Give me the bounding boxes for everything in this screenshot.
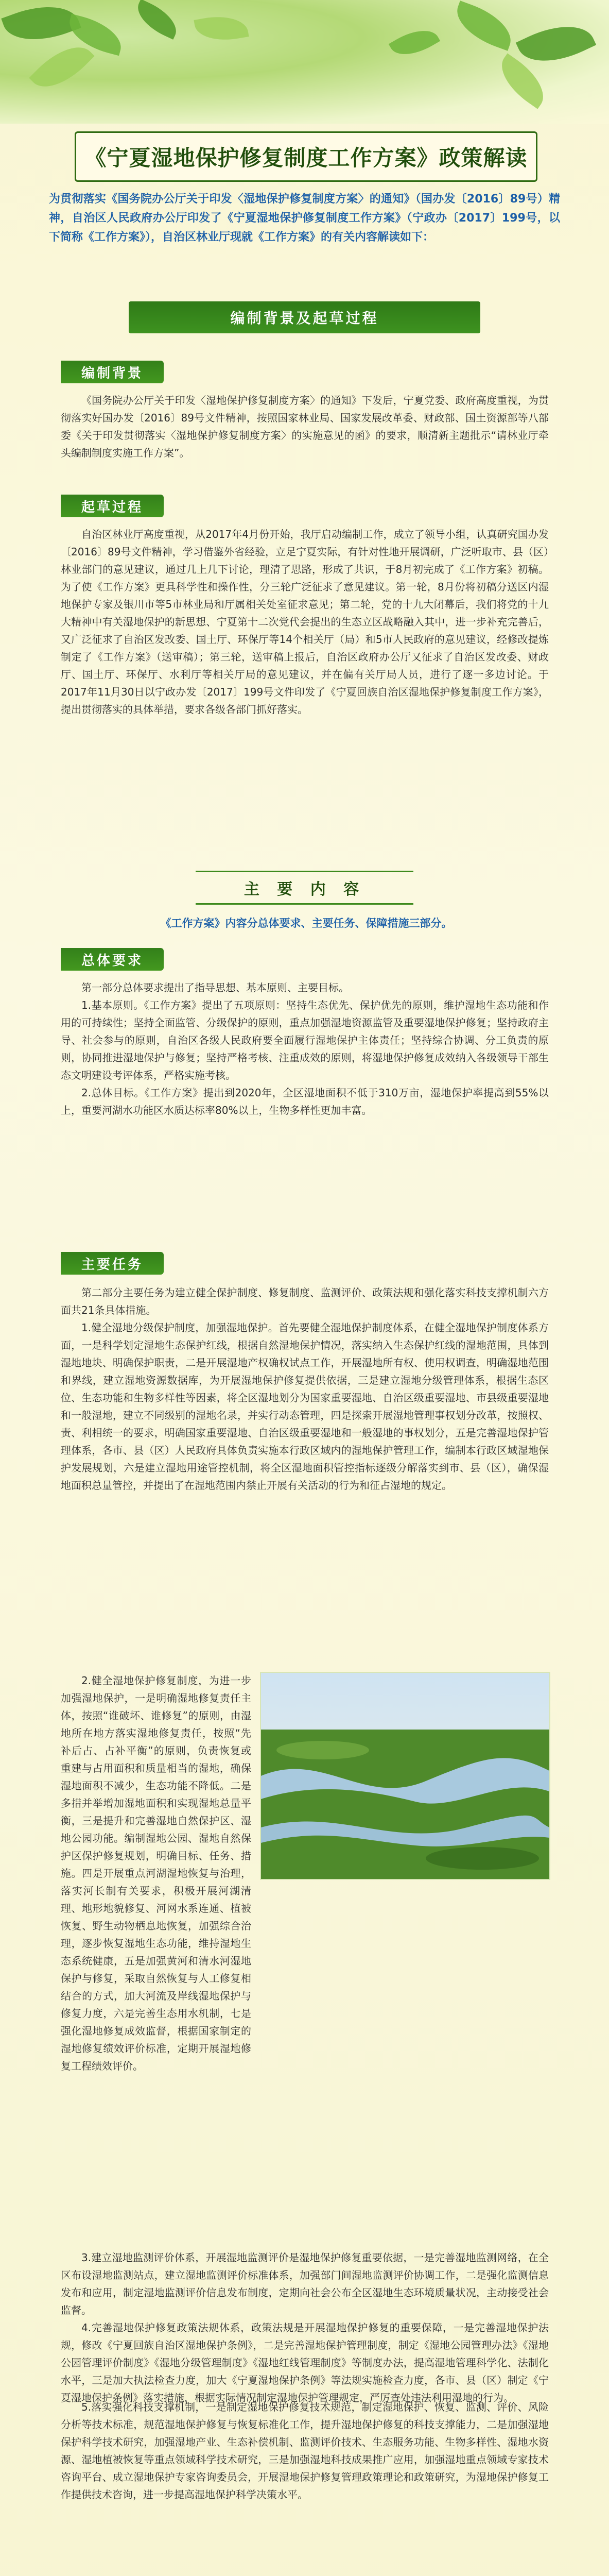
intro-text: 为贯彻落实《国务院办公厅关于印发〈湿地保护修复制度方案〉的通知》（国办发〔2016〕89号）精神，自治区人民政府办公厅印发了《宁夏湿地保护修复制度工作方案》（宁政办〔2017〕199号，以下简称《工作方案》），自治区林业厅现就《工作方案》的有关内容解读如下：: [49, 193, 560, 244]
wetland-photo-river: [260, 1672, 550, 1880]
section-tag-overall: 总体要求: [61, 948, 164, 971]
main-content-lead: 《工作方案》内容分总体要求、主要任务、保障措施三部分。: [160, 917, 453, 929]
drafting-paragraph: 自治区林业厅高度重视，从2017年4月份开始，我厅启动编制工作，成立了领导小组，认真研究国办发〔2016〕89号文件精神，学习借鉴外省经验，立足宁夏实际，有针对性地开展调研，广泛听取市、县（区）林业部门的意见建议，通过几上几下讨论，理清了思路，形成了共识，于8月初完成了《工作方案》初稿。为了使《工作方案》更具科学性和操作性，分三轮广泛征求了意见建议。第一轮，8月份将初稿分送区内湿地保护专家及银川市等5市林业局和厅属相关处室征求意见；第二轮，党的十九大闭幕后，我们将党的十九大精神中有关湿地保护的新思想、宁夏第十二次党代会提出的生态立区战略融入其中，进一步补充完善后，又广泛征求了自治区发改委、国土厅、环保厅等14个相关厅（局）和5市人民政府的意见建议，经修改提炼制定了《工作方案》（送审稿）；第三轮，送审稿上报后，自治区政府办公厅又征求了自治区发改委、财政厅、国土厅、环保厅、水利厅等相关厅局的意见建议，并在偏有关厅局人员，进行了逐一多边讨论。于2017年11月30日以宁政办发〔2017〕199号文件印发了《宁夏回族自治区湿地保护修复制度工作方案》，提出贯彻落实的具体举措，要求各级各部门抓好落实。: [61, 528, 549, 716]
tasks-paragraph-1: 第二部分主要任务为建立健全保护制度、修复制度、监测评价、政策法规和强化落实科技支撑机制六方面共21条具体措施。 1.健全湿地分级保护制度，加强湿地保护。首先要健全湿地保护制度体系，在健全湿地保护制度体系方面，一是科学划定湿地生态保护红线，根据自然湿地保护情况，落实纳入生态保护红线的湿地范围，具体到湿地地块、明确保护职责，二是开展湿地产权确权试点工作，开展湿地所有权、使用权调查，明确湿地范围和界线，建立湿地资源数据库，为开展湿地保护修复提供依据，三是建立湿地分级管理体系，根据生态区位、生态功能和生物多样性等因素，将全区湿地划分为国家重要湿地、自治区级重要湿地、市县级重要湿地和一般湿地，建立不同级别的湿地名录，并实行动态管理，四是探索开展湿地管理事权划分改革，按照权、责、利相统一的要求，明确国家重要湿地、自治区级重要湿地和一般湿地的事权划分，五是完善湿地保护管理体系，各市、县（区）人民政府具体负责实施本行政区域内的湿地保护管理工作，编制本行政区域湿地保护发展规划，六是建立湿地用途管控机制，将全区湿地面积管控指标逐级分解落实到市、县（区），确保湿地面积总量管控，并提出了在湿地范围内禁止开展有关活动的行为和征占湿地的规定。: [61, 1286, 549, 1492]
section-tag-drafting: 起草过程: [61, 495, 164, 517]
background-paragraph: 《国务院办公厅关于印发〈湿地保护修复制度方案〉的通知》下发后，宁夏党委、政府高度重视，为贯彻落实好国办发〔2016〕89号文件精神，按照国家林业局、国家发展改革委、财政部、国土资源部等八部委《关于印发贯彻落实〈湿地保护修复制度方案〉的实施意见的函》的要求，顺清新主题批示“请林业厅牵头编制制度实施工作方案”。: [61, 394, 549, 459]
tasks-paragraph-2: 2.健全湿地保护修复制度，为进一步加强湿地保护，一是明确湿地修复责任主体，按照“谁破坏、谁修复”的原则，由湿地所在地方落实湿地修复责任，按照“先补后占、占补平衡”的原则，负责恢复或重建与占用面积和质量相当的湿地，确保湿地面积不减少，生态功能不降低。二是多措并举增加湿地面积和实现湿地总量平衡，三是提升和完善湿地自然保护区、湿地公园功能。编制湿地公园、湿地自然保护区保护修复规划，明确目标、任务、措施。四是开展重点河湖湿地恢复与治理，落实河长制有关要求，积极开展河湖清理、地形地貌修复、河网水系连通、植被恢复、野生动物栖息地恢复，加强综合治理，逐步恢复湿地生态功能，维持湿地生态系统健康，五是加强黄河和清水河湿地保护与修复，采取自然恢复与人工修复相结合的方式，加大河流及岸线湿地保护与修复力度，六是完善生态用水机制，七是强化湿地修复成效监督，根据国家制定的湿地修复绩效评价标准，定期开展湿地修复工程绩效评价。: [61, 1674, 251, 2072]
leaf-icon: [491, 53, 554, 109]
document-title: 《宁夏湿地保护修复制度工作方案》政策解读: [84, 145, 528, 171]
leaf-icon: [194, 11, 249, 46]
section-tag-tasks: 主要任务: [61, 1252, 164, 1275]
leaf-icon: [449, 1, 518, 50]
leaf-icon: [516, 12, 596, 76]
document-title-box: [75, 131, 537, 182]
tasks-paragraph-3: 3.建立湿地监测评价体系，开展湿地监测评价是湿地保护修复重要依据，一是完善湿地监测网络，在全区布设湿地监测站点，建立湿地监测评价标准体系，加强部门间湿地监测评价协调工作，二是强化监测信息发布和应用，制定湿地监测评价信息发布制度，定期向社会公布全区湿地生态环境质量状况，主动接受社会监督。 4.完善湿地保护修复政策法规体系，政策法规是开展湿地保护修复的重要保障，一是完善湿地保护法规，修改《宁夏回族自治区湿地保护条例》，二是完善湿地保护管理制度，制定《湿地公园管理办法》《湿地公园管理评价制度》《湿地分级管理制度》《湿地红线管理制度》等制度办法，提高湿地管理科学化、法制化水平，三是加大执法检查力度，加大《宁夏湿地保护条例》等法规实施检查力度，各市、县（区）制定《宁夏湿地保护条例》落实措施，根据实际情况制定湿地保护管理规定，严厉查处违法利用湿地的行为。: [61, 2251, 549, 2404]
leaf-icon: [1, 0, 81, 53]
section-tag-background: 编制背景: [61, 361, 164, 383]
leaf-icon: [389, 21, 440, 64]
leaf-icon: [131, 0, 183, 40]
section-ribbon-background: 编制背景及起草过程: [129, 301, 480, 333]
main-content-heading: 主 要 内 容: [196, 871, 413, 905]
overall-paragraphs: 第一部分总体要求提出了指导思想、基本原则、主要目标。 1.基本原则。《工作方案》提出了五项原则：坚持生态优先、保护优先的原则，维护湿地生态功能和作用的可持续性；坚持全面监管、分级保护的原则，重点加强湿地资源监管及重要湿地保护修复；坚持政府主导、社会参与的原则，自治区各级人民政府要全面履行湿地保护主体责任；坚持综合协调、分工负责的原则，协同推进湿地保护与修复；坚持严格考核、注重成效的原则，将湿地保护修复成效纳入各级领导干部生态文明建设考评体系，严格实施考核。 2.总体目标。《工作方案》提出到2020年，全区湿地面积不低于310万亩，湿地保护率提高到55%以上，重要河湖水功能区水质达标率80%以上，生物多样性更加丰富。: [61, 981, 549, 1116]
leaf-icon: [29, 34, 94, 99]
top-leaf-banner: [0, 0, 609, 124]
tasks-paragraph-4: 5.落实强化科技支撑机制，一是制定湿地保护修复技术规范，制定湿地保护、恢复、监测、评价、风险分析等技术标准，规范湿地保护修复与恢复标准化工作，提升湿地保护修复的科技支撑能力，二是加强湿地保护科学技术研究，加强湿地产业、生态补偿机制、监测评价技术、生态服务功能、生物多样性、湿地水资源、湿地植被恢复等重点领域科学技术研究，三是加强湿地科技成果推广应用，加强湿地重点领域专家技术咨询平台、成立湿地保护专家咨询委员会，开展湿地保护修复管理政策理论和政策研究，为湿地保护修复工作提供技术咨询，进一步提高湿地保护科学决策水平。: [61, 2401, 549, 2501]
